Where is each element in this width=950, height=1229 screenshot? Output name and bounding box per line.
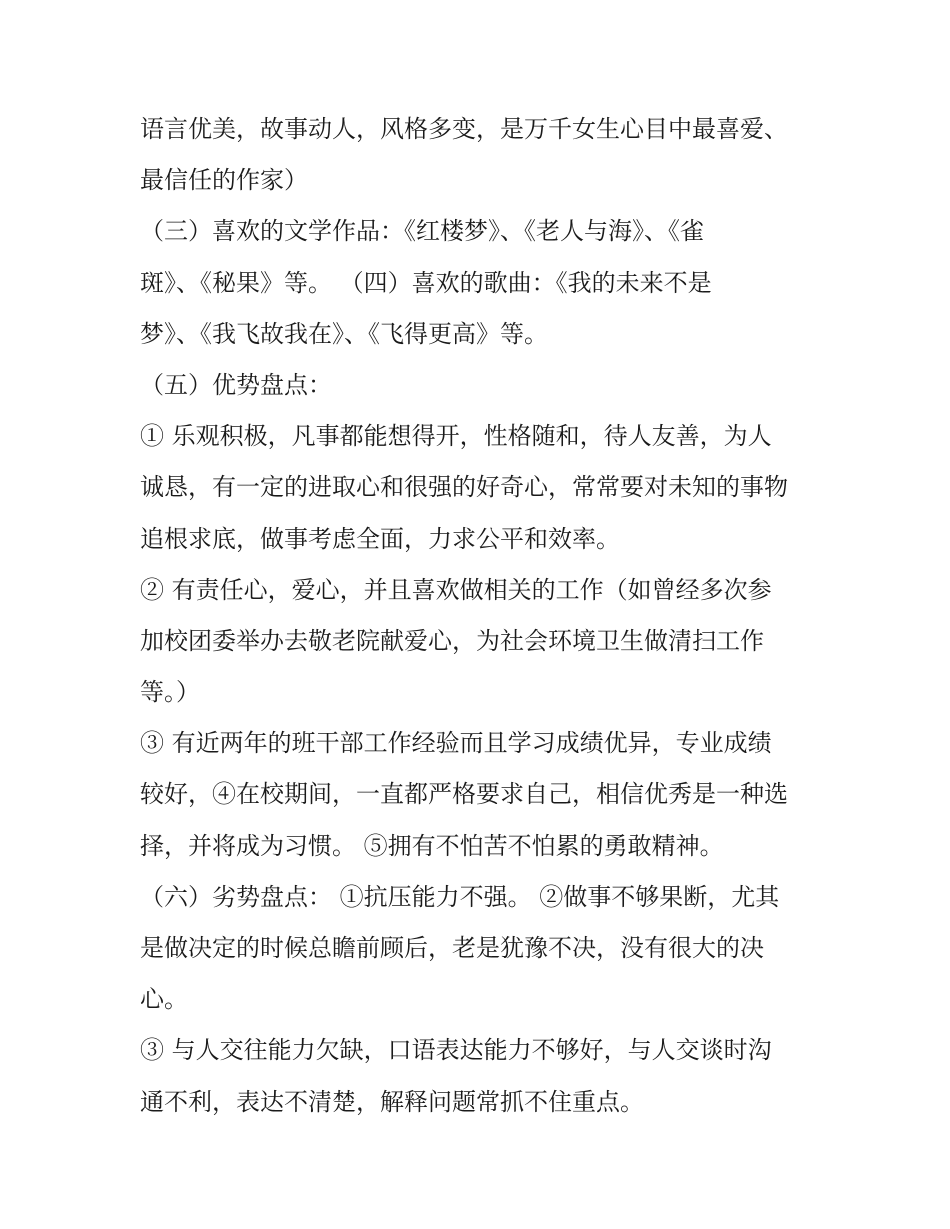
text-line: 斑》、《秘果》等。 （四）喜欢的歌曲：《我的未来不是 bbox=[140, 268, 712, 297]
text-line: ② 有责任心，爱心，并且喜欢做相关的工作（如曾经多次参 bbox=[140, 575, 772, 604]
section-heading-strengths: （五）优势盘点： bbox=[140, 370, 332, 399]
text-line: 是做决定的时候总瞻前顾后，老是犹豫不决，没有很大的决 bbox=[140, 934, 764, 962]
text-line: 等。） bbox=[140, 678, 200, 707]
text-line: 诚恳，有一定的进取心和很强的好奇心，常常要对未知的事物 bbox=[140, 473, 788, 502]
text-line: 追根求底，做事考虑全面，力求公平和效率。 bbox=[140, 524, 620, 553]
body-text bbox=[140, 104, 820, 1128]
text-line: （三）喜欢的文学作品：《红楼梦》、《老人与海》、《雀 bbox=[140, 217, 704, 246]
text-line: 梦》、《我飞故我在》、《飞得更高》等。 bbox=[140, 319, 548, 348]
text-line: ③ 有近两年的班干部工作经验而且学习成绩优异，专业成绩 bbox=[140, 729, 772, 758]
text-line: 加校团委举办去敬老院献爱心，为社会环境卫生做清扫工作 bbox=[140, 626, 764, 655]
text-line: 较好，④在校期间，一直都严格要求自己，相信优秀是一种选 bbox=[140, 780, 788, 809]
section-heading-weaknesses: （六）劣势盘点： ①抗压能力不强。 ②做事不够果断，尤其 bbox=[140, 882, 780, 911]
text-line: 通不利，表达不清楚，解释问题常抓不住重点。 bbox=[140, 1087, 644, 1116]
text-line: 心。 bbox=[140, 985, 188, 1014]
text-line: 语言优美，故事动人，风格多变，是万千女生心目中最喜爱、 bbox=[140, 115, 788, 143]
text-line: ③ 与人交往能力欠缺，口语表达能力不够好，与人交谈时沟 bbox=[140, 1036, 772, 1065]
text-line: 择，并将成为习惯。 ⑤拥有不怕苦不怕累的勇敢精神。 bbox=[140, 831, 724, 860]
text-line: ① 乐观积极，凡事都能想得开，性格随和，待人友善，为人 bbox=[140, 422, 772, 451]
text-line: 最信任的作家） bbox=[140, 166, 308, 195]
